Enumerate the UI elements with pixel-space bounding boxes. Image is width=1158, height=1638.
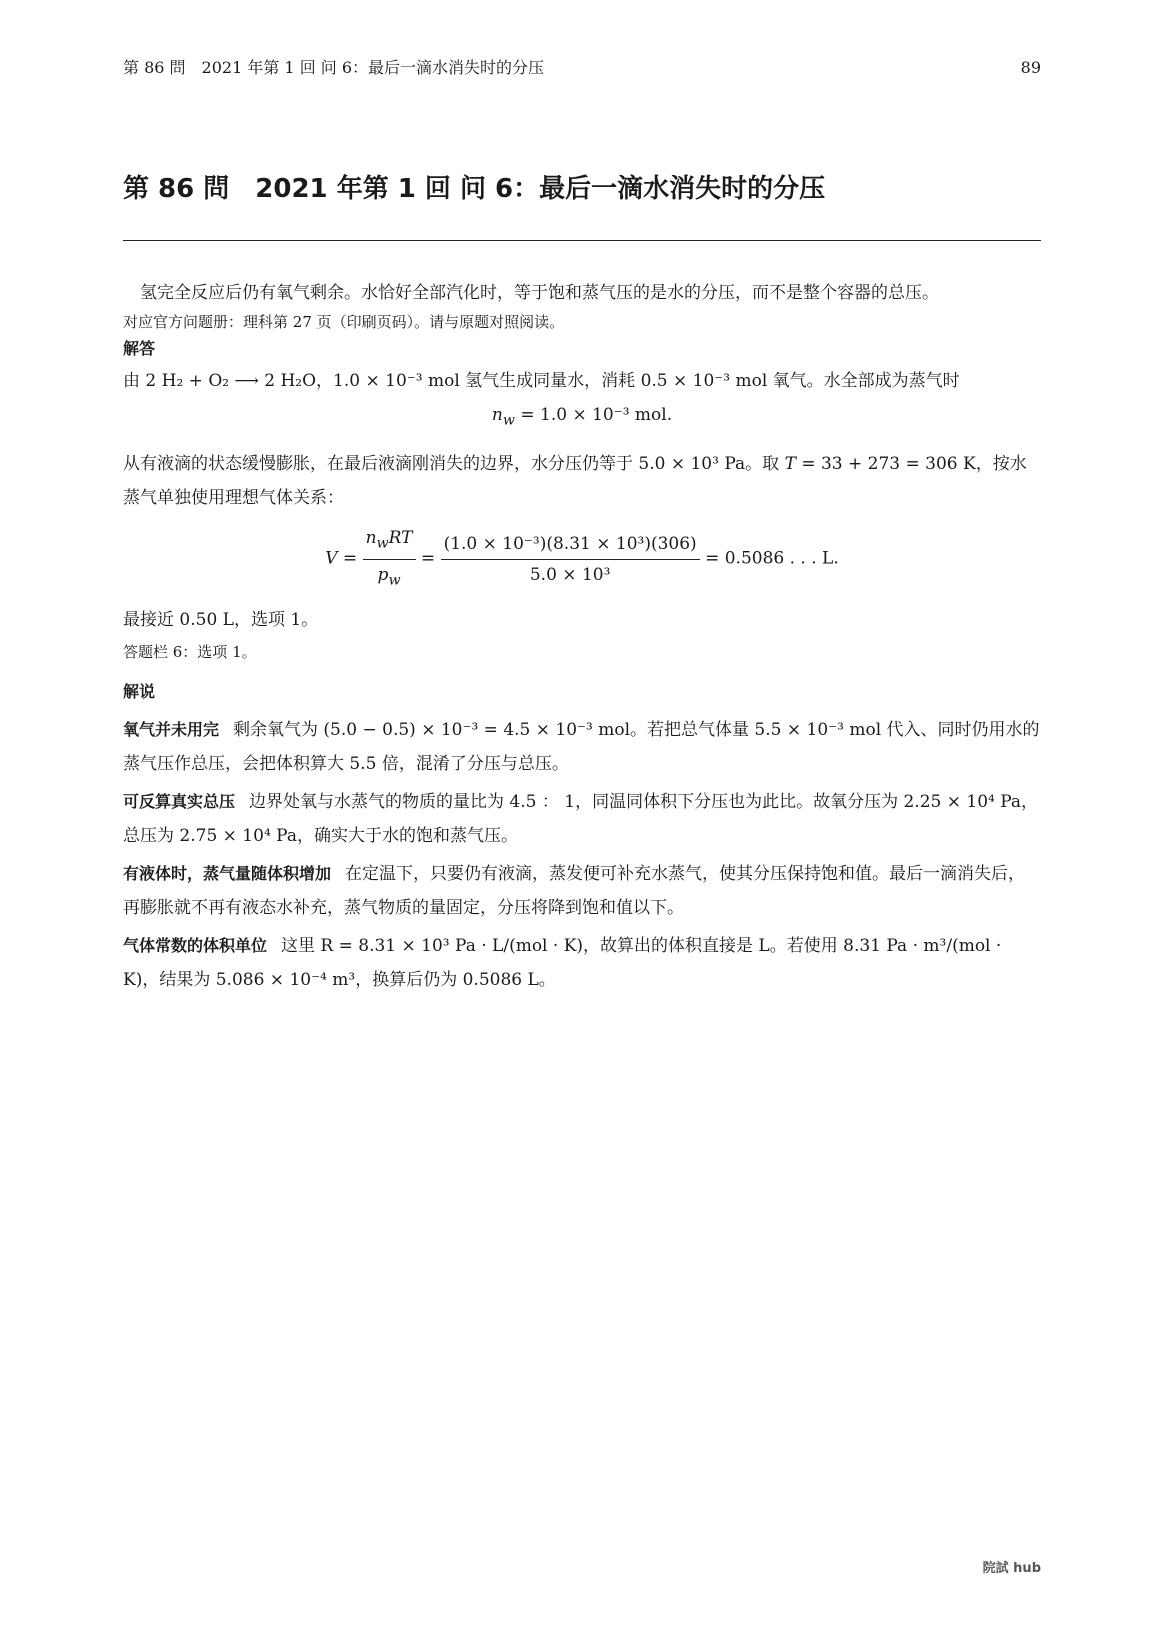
fraction-numeric bbox=[441, 529, 700, 590]
explanation-item bbox=[123, 785, 1041, 853]
explanation-item bbox=[123, 929, 1041, 997]
text-fragment: 氧气。水全部成为蒸气时 bbox=[767, 371, 960, 391]
explanation-heading: 解说 bbox=[123, 682, 156, 702]
temperature-value: = 33 + 273 = 306 K bbox=[801, 454, 976, 475]
hydrogen-amount: 1.0 × 10⁻³ mol bbox=[333, 371, 460, 391]
explanation-text: 剩余氧气为 (5.0 − 0.5) × 10⁻³ = 4.5 × 10⁻³ mol。若把总气体量 5.5 × 10⁻³ mol 代入、同时仍用水的蒸气压作总压，会把体积算大 5.5 倍，混淆了分压与总压。 bbox=[123, 720, 1040, 775]
intro-note: 对应官方问题册：理科第 27 页（印刷页码）。请与原题对照阅读。 bbox=[123, 313, 565, 331]
text-fragment: 氢气生成同量水，消耗 bbox=[459, 371, 641, 391]
explanation-lead: 氧气并未用完 bbox=[123, 720, 220, 740]
answer-paragraph-3: 最接近 0.50 L，选项 1。 bbox=[123, 610, 319, 631]
volume-result: = 0.5086 . . . L. bbox=[705, 548, 839, 569]
title-divider bbox=[123, 240, 1041, 241]
text-fragment: ，按水蒸气单独使用理想气体关系： bbox=[123, 454, 1027, 509]
saturation-pressure: 5.0 × 10³ Pa bbox=[638, 454, 746, 475]
explanation-item bbox=[123, 713, 1041, 781]
answer-paragraph-1 bbox=[123, 364, 1041, 398]
page-number: 89 bbox=[1020, 58, 1041, 77]
explanation-text: 在定温下，只要仍有液滴，蒸发便可补充水蒸气，使其分压保持饱和值。最后一滴消失后，再膨胀就不再有液态水补充，蒸气物质的量固定，分压将降到饱和值以下。 bbox=[123, 864, 1026, 919]
intro-summary: 氢完全反应后仍有氧气剩余。水恰好全部汽化时，等于饱和蒸气压的是水的分压，而不是整个容器的总压。 bbox=[140, 283, 939, 303]
explanation-list bbox=[123, 713, 1041, 997]
equation-nw: $n_w = 1.0 \times 10^{-3}$ mol. bbox=[491, 405, 673, 429]
page-title: 第 86 問 2021 年第 1 回 问 6：最后一滴水消失时的分压 bbox=[123, 174, 826, 204]
fraction-ideal-gas: $\frac{n_wRT}{p_w}$ bbox=[363, 523, 416, 595]
text-fragment: 从有液滴的状态缓慢膨胀，在最后液滴刚消失的边界，水分压仍等于 bbox=[123, 454, 639, 475]
main-content bbox=[123, 276, 1041, 1001]
fraction-denominator: 5.0 × 10³ bbox=[529, 564, 611, 585]
explanation-lead: 有液体时，蒸气量随体积增加 bbox=[123, 864, 332, 884]
explanation-lead: 气体常数的体积单位 bbox=[123, 936, 268, 956]
answer-line: 答题栏 6：选项 1。 bbox=[123, 643, 257, 662]
reaction-equation: 2 H₂ + O₂ ⟶ 2 H₂O bbox=[145, 371, 317, 391]
explanation-text: 边界处氧与水蒸气的物质的量比为 4.5 ： 1，同温同体积下分压也为此比。故氧分压为 2.25 × 10⁴ Pa，总压为 2.75 × 10⁴ Pa，确实大于水的饱和蒸气压。 bbox=[123, 792, 1039, 847]
running-title: 第 86 問 2021 年第 1 回 问 6：最后一滴水消失时的分压 bbox=[123, 58, 545, 77]
running-header bbox=[123, 58, 1041, 78]
footer-brand: 院試 hub bbox=[982, 1561, 1041, 1576]
explanation-item bbox=[123, 857, 1041, 925]
answer-heading: 解答 bbox=[123, 339, 156, 358]
text-fragment: 由 bbox=[123, 371, 146, 391]
explanation-text: 这里 R = 8.31 × 10³ Pa · L/(mol · K)，故算出的体积直接是 L。若使用 8.31 Pa · m³/(mol · K)，结果为 5.086 × 10⁻⁴ m³，换算后仍为 0.5086 L。 bbox=[123, 936, 1002, 991]
equation-volume: V = $\frac{n_wRT}{p_w}$ = $\frac{\text{(1.0 × 10⁻³)(8.31 × 10³)(306)}}{\text{5.0 × 10³}}$ = 0.5086 . . . L. bbox=[123, 523, 1041, 595]
equation-nw-value: = 1.0 × 10⁻³ mol. bbox=[520, 405, 673, 425]
answer-paragraph-2: 从有液滴的状态缓慢膨胀，在最后液滴刚消失的边界，水分压仍等于 5.0 × 10³ Pa。取 T = 33 + 273 = 306 K，按水蒸气单独使用理想气体关系： bbox=[123, 454, 1027, 509]
text-fragment: 。取 bbox=[745, 454, 785, 475]
fraction-numerator: (1.0 × 10⁻³)(8.31 × 10³)(306) bbox=[441, 529, 700, 560]
text-fragment: ， bbox=[316, 371, 334, 391]
explanation-lead: 可反算真实总压 bbox=[123, 792, 236, 812]
oxygen-consumed: 0.5 × 10⁻³ mol bbox=[640, 371, 768, 391]
